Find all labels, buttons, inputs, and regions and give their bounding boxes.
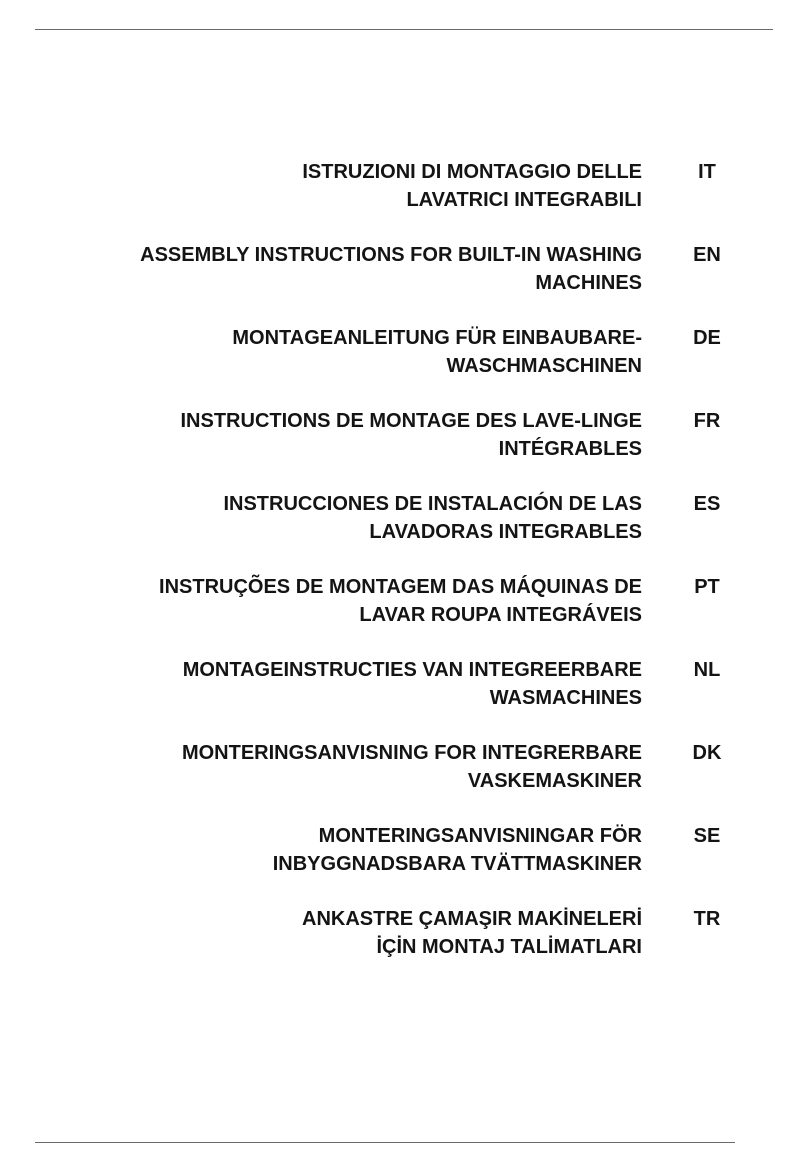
language-code: ES bbox=[693, 493, 721, 515]
language-entry-it bbox=[0, 158, 808, 241]
bottom-divider bbox=[35, 1142, 735, 1143]
language-index bbox=[0, 158, 808, 988]
title-line-1: INSTRUÇÕES DE MONTAGEM DAS MÁQUINAS DE bbox=[159, 576, 642, 598]
language-code: TR bbox=[693, 908, 721, 930]
instruction-title bbox=[22, 324, 642, 380]
title-line-1: ANKASTRE ÇAMAŞIR MAKİNELERİ bbox=[302, 908, 642, 930]
language-code: EN bbox=[693, 244, 721, 266]
language-entry-dk bbox=[0, 739, 808, 822]
title-line-2: WASMACHINES bbox=[489, 687, 642, 709]
language-entry-es bbox=[0, 490, 808, 573]
language-code: NL bbox=[693, 659, 721, 681]
instruction-title bbox=[22, 656, 642, 712]
title-line-1: MONTAGEINSTRUCTIES VAN INTEGREERBARE bbox=[182, 659, 642, 681]
language-entry-nl bbox=[0, 656, 808, 739]
language-code: PT bbox=[694, 576, 720, 598]
title-line-2: LAVAR ROUPA INTEGRÁVEIS bbox=[359, 604, 642, 626]
instruction-title bbox=[22, 739, 642, 795]
instruction-title bbox=[22, 158, 642, 214]
language-entry-pt bbox=[0, 573, 808, 656]
language-entry-fr bbox=[0, 407, 808, 490]
language-entry-tr bbox=[0, 905, 808, 988]
title-line-1: MONTAGEANLEITUNG FÜR EINBAUBARE- bbox=[232, 327, 642, 349]
language-entry-se bbox=[0, 822, 808, 905]
language-entry-en bbox=[0, 241, 808, 324]
title-line-1: MONTERINGSANVISNINGAR FÖR bbox=[318, 825, 642, 847]
instruction-title bbox=[22, 407, 642, 463]
title-line-2: WASCHMASCHINEN bbox=[446, 355, 642, 377]
title-line-2: INTÉGRABLES bbox=[498, 438, 642, 460]
title-line-2: MACHINES bbox=[535, 272, 642, 294]
title-line-2: İÇİN MONTAJ TALİMATLARI bbox=[376, 936, 642, 958]
instruction-title bbox=[22, 241, 642, 297]
title-line-1: MONTERINGSANVISNING FOR INTEGRERBARE bbox=[181, 742, 642, 764]
title-line-2: LAVATRICI INTEGRABILI bbox=[406, 189, 642, 211]
top-divider bbox=[35, 29, 773, 30]
language-code: FR bbox=[693, 410, 721, 432]
title-line-2: INBYGGNADSBARA TVÄTTMASKINER bbox=[272, 853, 642, 875]
instruction-title bbox=[22, 573, 642, 629]
title-line-2: LAVADORAS INTEGRABLES bbox=[369, 521, 642, 543]
language-code: DK bbox=[692, 742, 722, 764]
language-code: IT bbox=[698, 161, 716, 183]
language-code: DE bbox=[693, 327, 721, 349]
language-code: SE bbox=[693, 825, 721, 847]
title-line-1: INSTRUCCIONES DE INSTALACIÓN DE LAS bbox=[223, 493, 642, 515]
instruction-title bbox=[22, 490, 642, 546]
title-line-1: ASSEMBLY INSTRUCTIONS FOR BUILT-IN WASHING bbox=[140, 244, 642, 266]
title-line-2: VASKEMASKINER bbox=[467, 770, 642, 792]
instruction-title bbox=[22, 905, 642, 961]
title-line-1: INSTRUCTIONS DE MONTAGE DES LAVE-LINGE bbox=[180, 410, 642, 432]
title-line-1: ISTRUZIONI DI MONTAGGIO DELLE bbox=[302, 161, 642, 183]
instruction-title bbox=[22, 822, 642, 878]
language-entry-de bbox=[0, 324, 808, 407]
